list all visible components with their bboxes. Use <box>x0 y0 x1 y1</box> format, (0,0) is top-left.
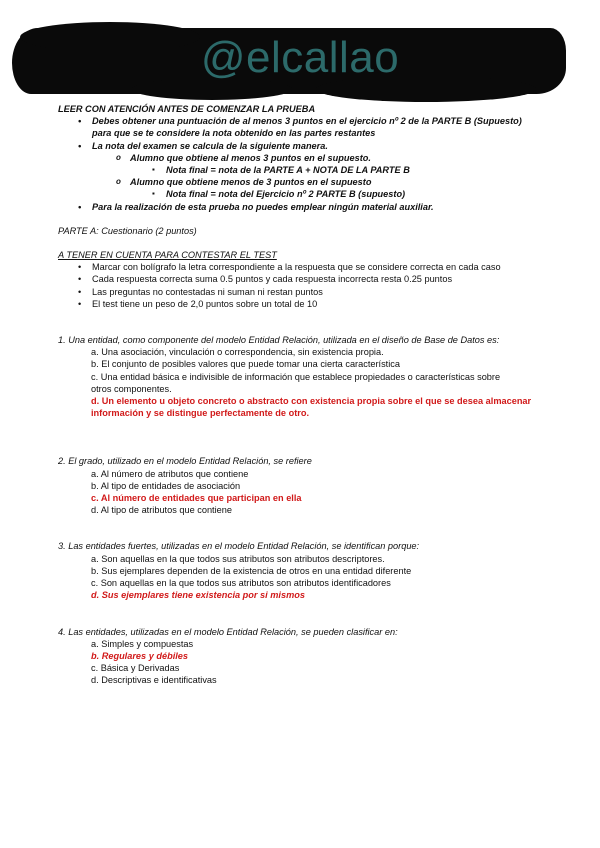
intro-bullet-1-cont: para que se te considere la nota obtenido en las partes restantes <box>92 128 376 139</box>
option-1c[interactable]: c. Una entidad básica e indivisible de información que establece propiedades o características sobre <box>91 371 501 382</box>
parte-a-title: PARTE A: Cuestionario (2 puntos) <box>58 225 197 236</box>
option-2b[interactable]: b. Al tipo de entidades de asociación <box>91 480 241 491</box>
exam-document <box>58 103 558 687</box>
tener-heading: A TENER EN CUENTA PARA CONTESTAR EL TEST <box>58 250 277 261</box>
option-1b[interactable]: b. El conjunto de posibles valores que puede tomar una cierta característica <box>91 359 400 370</box>
option-4b-correct[interactable]: b. Regulares y débiles <box>91 650 189 661</box>
option-3c[interactable]: c. Son aquellas en la que todos sus atributos son atributos identificadores <box>91 578 391 589</box>
option-4c[interactable]: c. Básica y Derivadas <box>91 663 180 674</box>
option-3d-correct[interactable]: d. Sus ejemplares tiene existencia por si mismos <box>91 590 305 601</box>
question-2: 2. El grado, utilizado en el modelo Entidad Relación, se refiere <box>58 456 312 467</box>
option-1c-cont: otros componentes. <box>91 383 172 394</box>
intro-heading: LEER CON ATENCIÓN ANTES DE COMENZAR LA PRUEBA <box>58 104 316 114</box>
intro-bullet-2: • La nota del examen se calcula de la siguiente manera. <box>58 140 558 152</box>
intro-sub-1: o Alumno que obtiene al menos 3 puntos en el supuesto. <box>58 152 558 164</box>
question-3: 3. Las entidades fuertes, utilizadas en el modelo Entidad Relación, se identifican porque: <box>58 541 420 552</box>
rule-item: • Marcar con bolígrafo la letra correspondiente a la respuesta que se considere correcta en cada caso <box>58 261 558 273</box>
intro-bullet-1: • Debes obtener una puntuación de al menos 3 puntos en el ejercicio nº 2 de la PARTE B (Supuesto) <box>58 115 558 127</box>
question-1: 1. Una entidad, como componente del modelo Entidad Relación, utilizada en el diseño de Base de Datos es: <box>58 335 500 346</box>
option-4a[interactable]: a. Simples y compuestas <box>91 638 194 649</box>
rule-item: • Cada respuesta correcta suma 0.5 puntos y cada respuesta incorrecta resta 0.25 puntos <box>58 273 558 285</box>
option-1a[interactable]: a. Una asociación, vinculación o correspondencia, sin existencia propia. <box>91 347 384 358</box>
option-1d-correct[interactable]: d. Un elemento u objeto concreto o abstracto con existencia propia sobre el que se desea almacenar <box>91 396 532 407</box>
intro-bullet-3: • Para la realización de esta prueba no puedes emplear ningún material auxiliar. <box>58 201 558 213</box>
option-2c-correct[interactable]: c. Al número de entidades que participan en ella <box>91 493 302 504</box>
option-4d[interactable]: d. Descriptivas e identificativas <box>91 675 217 686</box>
question-4: 4. Las entidades, utilizadas en el modelo Entidad Relación, se pueden clasificar en: <box>58 626 398 637</box>
intro-sub-2-note: ▪ Nota final = nota del Ejercicio nº 2 PARTE B (supuesto) <box>58 188 558 200</box>
intro-sub-2: o Alumno que obtiene menos de 3 puntos en el supuesto <box>58 176 558 188</box>
rule-item: • El test tiene un peso de 2,0 puntos sobre un total de 10 <box>58 298 558 310</box>
watermark-handle: @elcallao <box>200 33 400 82</box>
intro-sub-1-note: ▪ Nota final = nota de la PARTE A + NOTA DE LA PARTE B <box>58 164 558 176</box>
option-2a[interactable]: a. Al número de atributos que contiene <box>91 468 249 479</box>
option-3b[interactable]: b. Sus ejemplares dependen de la existencia de otros en una entidad diferente <box>91 565 412 576</box>
option-2d[interactable]: d. Al tipo de atributos que contiene <box>91 505 232 516</box>
option-3a[interactable]: a. Son aquellas en la que todos sus atributos son atributos descriptores. <box>91 553 385 564</box>
rule-item: • Las preguntas no contestadas ni suman ni restan puntos <box>58 286 558 298</box>
option-1d-cont: información y se distingue perfectamente de otro. <box>91 408 309 419</box>
